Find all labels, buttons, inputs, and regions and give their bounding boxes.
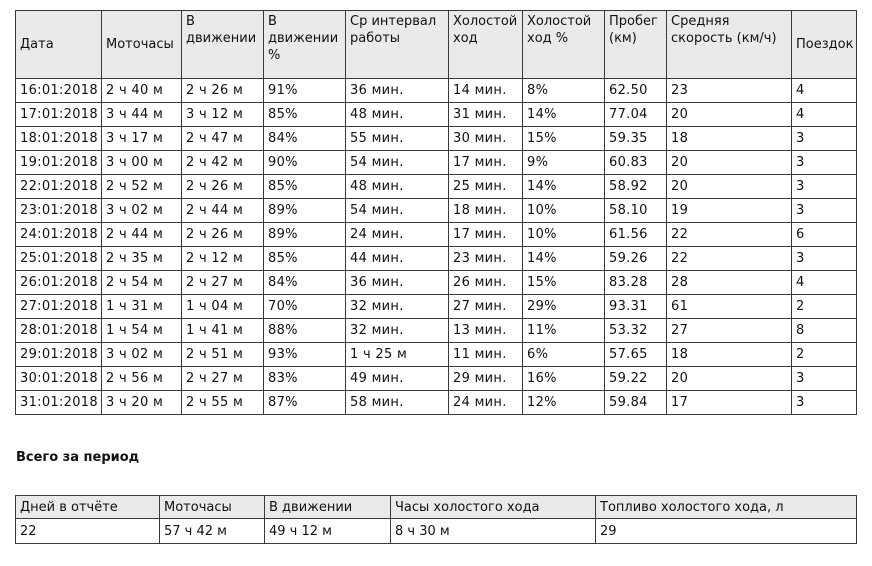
table-row — [16, 319, 857, 343]
table-cell: 85% — [264, 175, 346, 199]
table-cell: 84% — [264, 127, 346, 151]
summary-idle-fuel-value: 29 — [596, 519, 857, 544]
table-cell: 20 — [667, 367, 792, 391]
table-row — [16, 199, 857, 223]
header-idle-percent: Холостой ход % — [523, 11, 605, 79]
table-cell: 3 — [792, 199, 857, 223]
table-cell: 17 — [667, 391, 792, 415]
table-cell: 2 ч 27 м — [182, 367, 264, 391]
table-cell: 18 — [667, 343, 792, 367]
table-cell: 27:01:2018 — [16, 295, 102, 319]
summary-header-row — [16, 496, 857, 519]
table-cell: 27 мин. — [449, 295, 523, 319]
table-cell: 2 ч 26 м — [182, 79, 264, 103]
table-cell: 1 ч 41 м — [182, 319, 264, 343]
table-cell: 10% — [523, 199, 605, 223]
table-cell: 22 — [667, 247, 792, 271]
table-cell: 60.83 — [605, 151, 667, 175]
table-cell: 2 ч 44 м — [102, 223, 182, 247]
table-row — [16, 175, 857, 199]
header-moving-percent: В движении % — [264, 11, 346, 79]
table-cell: 2 ч 42 м — [182, 151, 264, 175]
table-cell: 59.22 — [605, 367, 667, 391]
table-cell: 12% — [523, 391, 605, 415]
header-moving: В движении — [182, 11, 264, 79]
table-cell: 32 мин. — [346, 319, 449, 343]
table-cell: 14 мин. — [449, 79, 523, 103]
table-cell: 57.65 — [605, 343, 667, 367]
table-row — [16, 391, 857, 415]
table-cell: 26 мин. — [449, 271, 523, 295]
table-cell: 8% — [523, 79, 605, 103]
table-cell: 9% — [523, 151, 605, 175]
table-cell: 61.56 — [605, 223, 667, 247]
header-idle: Холостой ход — [449, 11, 523, 79]
table-cell: 36 мин. — [346, 271, 449, 295]
summary-value-row — [16, 519, 857, 544]
table-cell: 15% — [523, 127, 605, 151]
summary-days-value: 22 — [16, 519, 160, 544]
table-cell: 3 ч 00 м — [102, 151, 182, 175]
table-cell: 25:01:2018 — [16, 247, 102, 271]
table-cell: 2 ч 44 м — [182, 199, 264, 223]
table-cell: 31 мин. — [449, 103, 523, 127]
table-row — [16, 271, 857, 295]
table-cell: 30 мин. — [449, 127, 523, 151]
table-cell: 16:01:2018 — [16, 79, 102, 103]
table-cell: 4 — [792, 271, 857, 295]
table-cell: 2 ч 35 м — [102, 247, 182, 271]
summary-header-days: Дней в отчёте — [16, 496, 160, 519]
table-cell: 22:01:2018 — [16, 175, 102, 199]
table-cell: 1 ч 31 м — [102, 295, 182, 319]
table-cell: 18 — [667, 127, 792, 151]
table-cell: 3 — [792, 367, 857, 391]
summary-header-idle-hours: Часы холостого хода — [391, 496, 596, 519]
table-cell: 23 мин. — [449, 247, 523, 271]
table-cell: 1 ч 25 м — [346, 343, 449, 367]
table-row — [16, 223, 857, 247]
table-cell: 3 ч 02 м — [102, 199, 182, 223]
table-header-row — [16, 11, 857, 79]
summary-header-moving: В движении — [265, 496, 391, 519]
table-cell: 3 ч 44 м — [102, 103, 182, 127]
table-cell: 10% — [523, 223, 605, 247]
table-cell: 55 мин. — [346, 127, 449, 151]
header-trips: Поездок — [792, 11, 857, 79]
table-cell: 24 мин. — [449, 391, 523, 415]
table-row — [16, 343, 857, 367]
table-row — [16, 367, 857, 391]
table-cell: 2 ч 52 м — [102, 175, 182, 199]
period-summary-table — [15, 495, 857, 544]
summary-moving-value: 49 ч 12 м — [265, 519, 391, 544]
table-cell: 25 мин. — [449, 175, 523, 199]
table-cell: 2 ч 54 м — [102, 271, 182, 295]
table-cell: 2 ч 40 м — [102, 79, 182, 103]
table-cell: 6 — [792, 223, 857, 247]
table-cell: 24:01:2018 — [16, 223, 102, 247]
table-cell: 22 — [667, 223, 792, 247]
table-cell: 90% — [264, 151, 346, 175]
table-cell: 20 — [667, 151, 792, 175]
table-cell: 4 — [792, 103, 857, 127]
table-cell: 58.92 — [605, 175, 667, 199]
table-cell: 59.26 — [605, 247, 667, 271]
table-cell: 24 мин. — [346, 223, 449, 247]
table-cell: 26:01:2018 — [16, 271, 102, 295]
table-cell: 13 мин. — [449, 319, 523, 343]
table-cell: 77.04 — [605, 103, 667, 127]
table-cell: 3 — [792, 247, 857, 271]
table-cell: 14% — [523, 175, 605, 199]
table-cell: 32 мин. — [346, 295, 449, 319]
table-cell: 19 — [667, 199, 792, 223]
table-cell: 14% — [523, 247, 605, 271]
table-cell: 2 ч 26 м — [182, 175, 264, 199]
table-cell: 53.32 — [605, 319, 667, 343]
table-cell: 23 — [667, 79, 792, 103]
table-cell: 3 ч 17 м — [102, 127, 182, 151]
table-cell: 3 — [792, 175, 857, 199]
table-cell: 70% — [264, 295, 346, 319]
table-cell: 36 мин. — [346, 79, 449, 103]
table-cell: 83.28 — [605, 271, 667, 295]
table-cell: 4 — [792, 79, 857, 103]
table-cell: 58 мин. — [346, 391, 449, 415]
table-cell: 11 мин. — [449, 343, 523, 367]
table-row — [16, 151, 857, 175]
table-cell: 20 — [667, 103, 792, 127]
table-cell: 18:01:2018 — [16, 127, 102, 151]
table-cell: 48 мин. — [346, 103, 449, 127]
table-cell: 59.35 — [605, 127, 667, 151]
table-cell: 84% — [264, 271, 346, 295]
table-row — [16, 79, 857, 103]
table-cell: 61 — [667, 295, 792, 319]
table-cell: 19:01:2018 — [16, 151, 102, 175]
summary-header-engine-hours: Моточасы — [160, 496, 265, 519]
table-cell: 15% — [523, 271, 605, 295]
table-cell: 1 ч 04 м — [182, 295, 264, 319]
summary-engine-hours-value: 57 ч 42 м — [160, 519, 265, 544]
table-cell: 89% — [264, 223, 346, 247]
table-cell: 29:01:2018 — [16, 343, 102, 367]
table-cell: 89% — [264, 199, 346, 223]
table-cell: 2 ч 56 м — [102, 367, 182, 391]
table-cell: 23:01:2018 — [16, 199, 102, 223]
table-cell: 3 — [792, 151, 857, 175]
table-cell: 2 — [792, 295, 857, 319]
table-cell: 3 ч 12 м — [182, 103, 264, 127]
table-cell: 3 ч 02 м — [102, 343, 182, 367]
table-cell: 48 мин. — [346, 175, 449, 199]
table-cell: 31:01:2018 — [16, 391, 102, 415]
period-total-title: Всего за период — [16, 450, 140, 465]
table-cell: 29 мин. — [449, 367, 523, 391]
table-cell: 30:01:2018 — [16, 367, 102, 391]
table-cell: 44 мин. — [346, 247, 449, 271]
table-cell: 3 — [792, 391, 857, 415]
table-cell: 17 мин. — [449, 223, 523, 247]
table-cell: 91% — [264, 79, 346, 103]
table-cell: 2 ч 27 м — [182, 271, 264, 295]
table-cell: 54 мин. — [346, 151, 449, 175]
table-cell: 93.31 — [605, 295, 667, 319]
daily-report-table — [15, 10, 857, 415]
table-cell: 3 — [792, 127, 857, 151]
table-cell: 62.50 — [605, 79, 667, 103]
summary-header-idle-fuel: Топливо холостого хода, л — [596, 496, 857, 519]
table-cell: 29% — [523, 295, 605, 319]
table-cell: 3 ч 20 м — [102, 391, 182, 415]
table-cell: 85% — [264, 103, 346, 127]
table-cell: 83% — [264, 367, 346, 391]
table-cell: 49 мин. — [346, 367, 449, 391]
table-cell: 20 — [667, 175, 792, 199]
table-cell: 85% — [264, 247, 346, 271]
header-mileage: Пробег (км) — [605, 11, 667, 79]
table-cell: 11% — [523, 319, 605, 343]
table-cell: 87% — [264, 391, 346, 415]
table-cell: 2 ч 47 м — [182, 127, 264, 151]
table-cell: 27 — [667, 319, 792, 343]
table-cell: 2 ч 55 м — [182, 391, 264, 415]
table-row — [16, 247, 857, 271]
table-cell: 59.84 — [605, 391, 667, 415]
summary-idle-hours-value: 8 ч 30 м — [391, 519, 596, 544]
table-cell: 14% — [523, 103, 605, 127]
table-row — [16, 295, 857, 319]
table-cell: 54 мин. — [346, 199, 449, 223]
header-avg-interval: Ср интервал работы — [346, 11, 449, 79]
table-cell: 6% — [523, 343, 605, 367]
table-cell: 58.10 — [605, 199, 667, 223]
header-avg-speed: Средняя скорость (км/ч) — [667, 11, 792, 79]
table-cell: 17 мин. — [449, 151, 523, 175]
header-date: Дата — [16, 11, 102, 79]
table-cell: 2 ч 51 м — [182, 343, 264, 367]
table-cell: 17:01:2018 — [16, 103, 102, 127]
table-cell: 2 ч 26 м — [182, 223, 264, 247]
table-cell: 28 — [667, 271, 792, 295]
table-cell: 88% — [264, 319, 346, 343]
table-cell: 93% — [264, 343, 346, 367]
table-cell: 2 ч 12 м — [182, 247, 264, 271]
table-cell: 2 — [792, 343, 857, 367]
table-cell: 28:01:2018 — [16, 319, 102, 343]
table-row — [16, 103, 857, 127]
table-cell: 1 ч 54 м — [102, 319, 182, 343]
table-cell: 18 мин. — [449, 199, 523, 223]
table-cell: 8 — [792, 319, 857, 343]
table-row — [16, 127, 857, 151]
header-engine-hours: Моточасы — [102, 11, 182, 79]
table-cell: 16% — [523, 367, 605, 391]
